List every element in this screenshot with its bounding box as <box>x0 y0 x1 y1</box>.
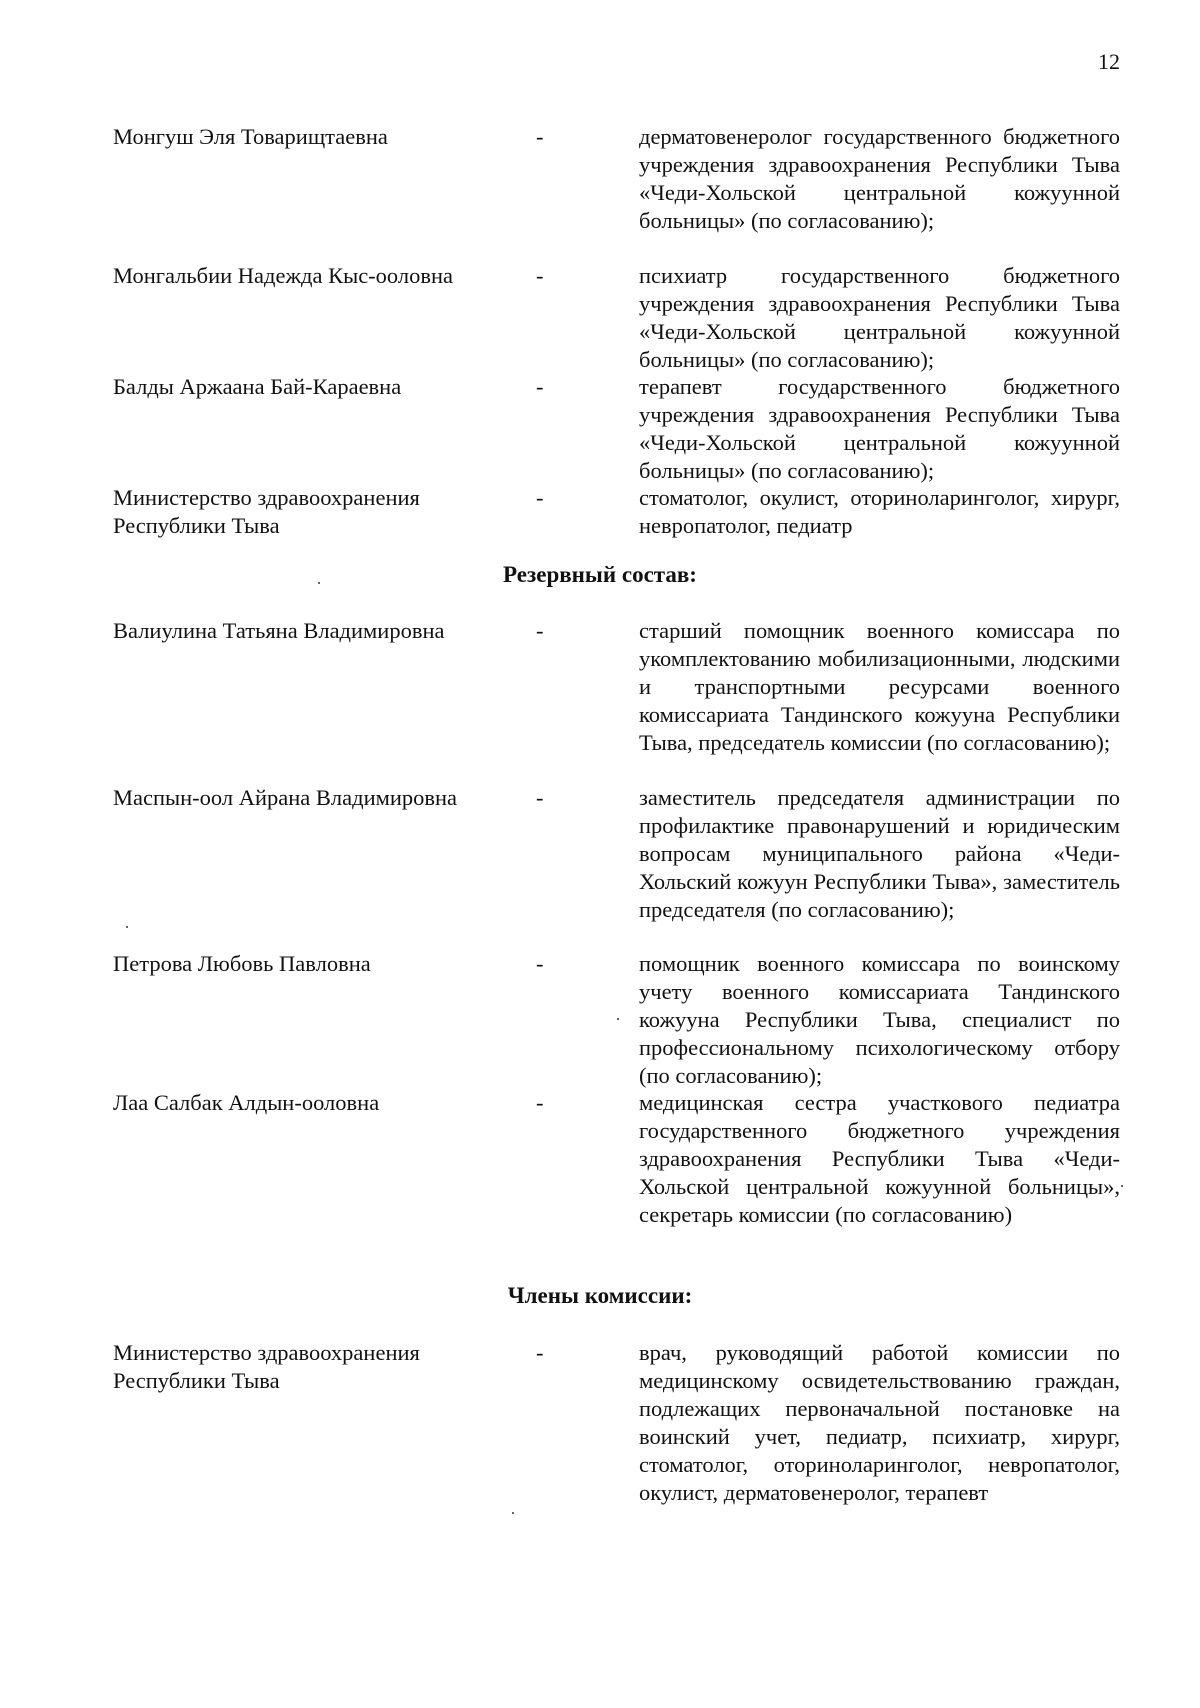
member-role: стоматолог, окулист, оториноларинголог, хирург, невропатолог, педиатр <box>639 485 1120 538</box>
member-name: Маспын-оол Айрана Владимировна <box>113 785 458 810</box>
scan-speck <box>1121 1185 1123 1187</box>
scan-speck <box>512 1512 514 1514</box>
member-dash: - <box>536 485 544 510</box>
member-name: Министерство здравоохранения Республики Тыва <box>113 1340 420 1393</box>
member-name: Монгуш Эля Товарищтаевна <box>113 124 388 149</box>
member-dash: - <box>536 124 544 149</box>
member-dash: - <box>536 1090 544 1115</box>
member-name: Министерство здравоохранения Республики Тыва <box>113 485 420 538</box>
member-role: психиатр государственного бюджетного учреждения здравоохранения Республики Тыва «Чеди-Хольской центральной кожуунной больницы» (по согласованию); <box>639 263 1120 372</box>
scan-speck <box>126 926 128 928</box>
scan-speck <box>318 582 320 584</box>
reserve-heading: Резервный состав: <box>503 562 697 587</box>
commission-heading: Члены комиссии: <box>507 1283 693 1308</box>
member-role: медицинская сестра участкового педиатра государственного бюджетного учреждения здравоохранения Республики Тыва «Чеди-Хольской центральной кожуунной больницы», секретарь комиссии (по согласованию) <box>639 1090 1120 1227</box>
member-name: Лаа Салбак Алдын-ооловна <box>113 1090 380 1115</box>
member-dash: - <box>536 785 544 810</box>
page-number: 12 <box>1098 49 1120 74</box>
member-name: Петрова Любовь Павловна <box>113 951 371 976</box>
member-role: старший помощник военного комиссара по укомплектованию мобилизационными, людскими и транспортными ресурсами военного комиссариата Тандинского кожууна Республики Тыва, председатель комиссии (по согласованию); <box>639 618 1120 755</box>
member-name: Балды Аржаана Бай-Караевна <box>113 374 402 399</box>
member-dash: - <box>536 618 544 643</box>
member-dash: - <box>536 374 544 399</box>
member-role: заместитель председателя администрации по профилактике правонарушений и юридическим вопросам муниципального района «Чеди-Хольский кожуун Республики Тыва», заместитель председателя (по согласованию); <box>639 785 1120 922</box>
member-dash: - <box>536 1340 544 1365</box>
member-role: терапевт государственного бюджетного учреждения здравоохранения Республики Тыва «Чеди-Хольской центральной кожуунной больницы» (по согласованию); <box>639 374 1120 483</box>
scan-speck <box>617 1018 619 1020</box>
member-role: врач, руководящий работой комиссии по медицинскому освидетельствованию граждан, подлежащих первоначальной постановке на воинский учет, педиатр, психиатр, хирург, стоматолог, оториноларинголог, невропатолог, окулист, дерматовенеролог, терапевт <box>639 1340 1120 1505</box>
member-dash: - <box>536 951 544 976</box>
member-name: Монгальбии Надежда Кыс-ооловна <box>113 263 454 288</box>
member-name: Валиулина Татьяна Владимировна <box>113 618 445 643</box>
member-dash: - <box>536 263 544 288</box>
member-role: дерматовенеролог государственного бюджетного учреждения здравоохранения Республики Тыва «Чеди-Хольской центральной кожуунной больницы» (по согласованию); <box>639 124 1120 233</box>
member-role: помощник военного комиссара по воинскому учету военного комиссариата Тандинского кожууна Республики Тыва, специалист по профессиональному психологическому отбору (по согласованию); <box>639 951 1120 1088</box>
